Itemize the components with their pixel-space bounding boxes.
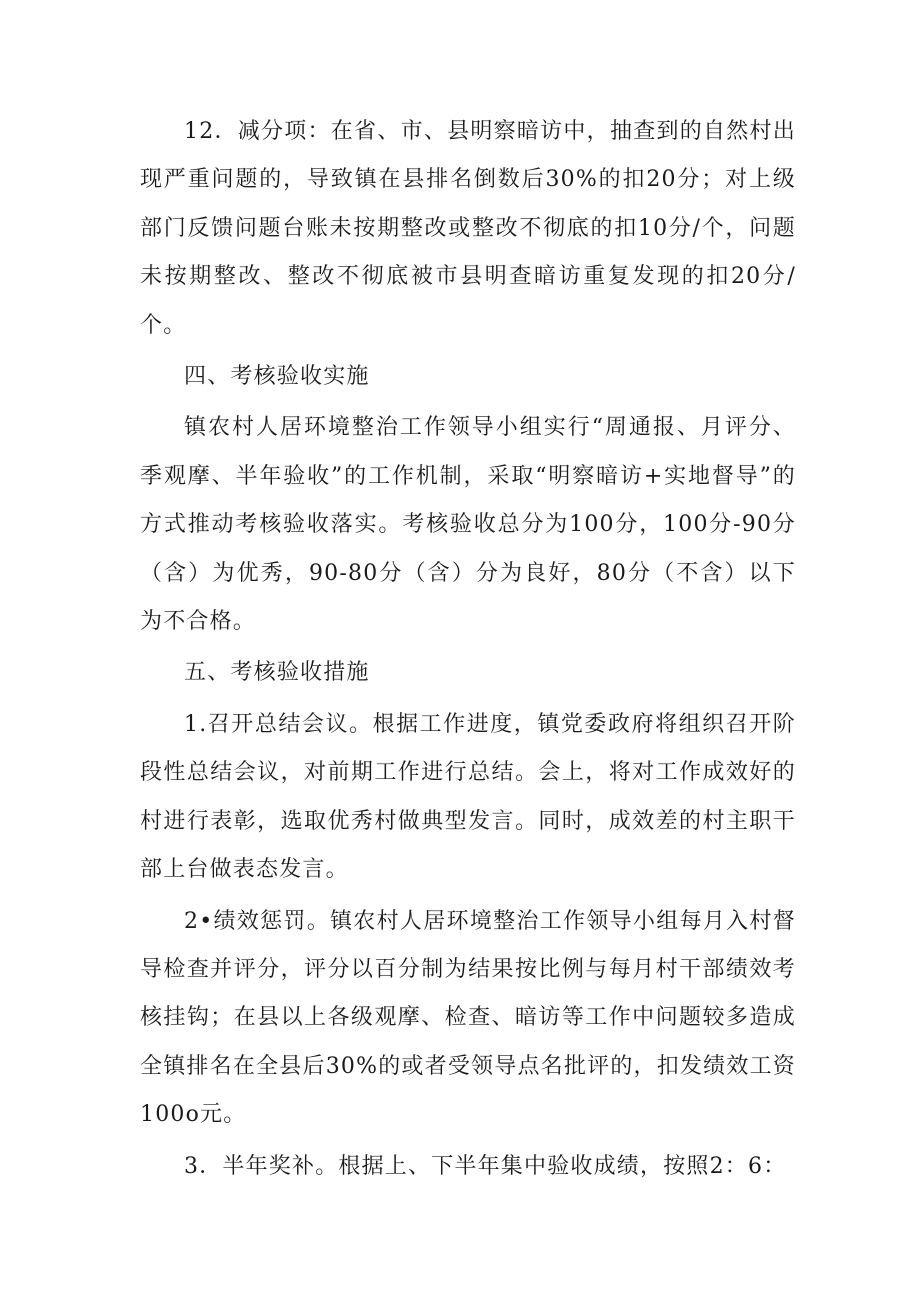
section-heading-assessment-implementation: 四、考核验收实施 [184, 364, 370, 390]
paragraph-deduction-items: 12．减分项：在省、市、县明察暗访中，抽查到的自然村出现严重问题的，导致镇在县排名倒数后30%的扣20分；对上级部门反馈问题台账未按期整改或整改不彻底的扣10分/个，问题未按期整改、整改不彻底被市县明查暗访重复发现的扣20分/个。 [140, 119, 796, 338]
paragraph-assessment-mechanism: 镇农村人居环境整治工作领导小组实行“周通报、月评分、季观摩、半年验收”的工作机制，采取“明察暗访+实地督导”的方式推动考核验收落实。考核验收总分为100分，100分-90分（含）为优秀，90-80分（含）分为良好，80分（不含）以下为不合格。 [140, 415, 796, 635]
paragraph-performance-penalty: 2•绩效惩罚。镇农村人居环境整治工作领导小组每月入村督导检查并评分，评分以百分制为结果按比例与每月村干部绩效考核挂钩；在县以上各级观摩、检查、暗访等工作中问题较多造成全镇排名在全县后30%的或者受领导点名批评的，扣发绩效工资100o元。 [140, 908, 796, 1128]
paragraph-half-year-award: 3．半年奖补。根据上、下半年集中验收成绩，按照2：6： [184, 1153, 787, 1179]
document-page [140, 108, 796, 1191]
section-heading-assessment-measures: 五、考核验收措施 [184, 660, 370, 686]
paragraph-summary-meeting: 1.召开总结会议。根据工作进度，镇党委政府将组织召开阶段性总结会议，对前期工作进行总结。会上，将对工作成效好的村进行表彰，选取优秀村做典型发言。同时，成效差的村主职干部上台做表态发言。 [140, 711, 796, 883]
